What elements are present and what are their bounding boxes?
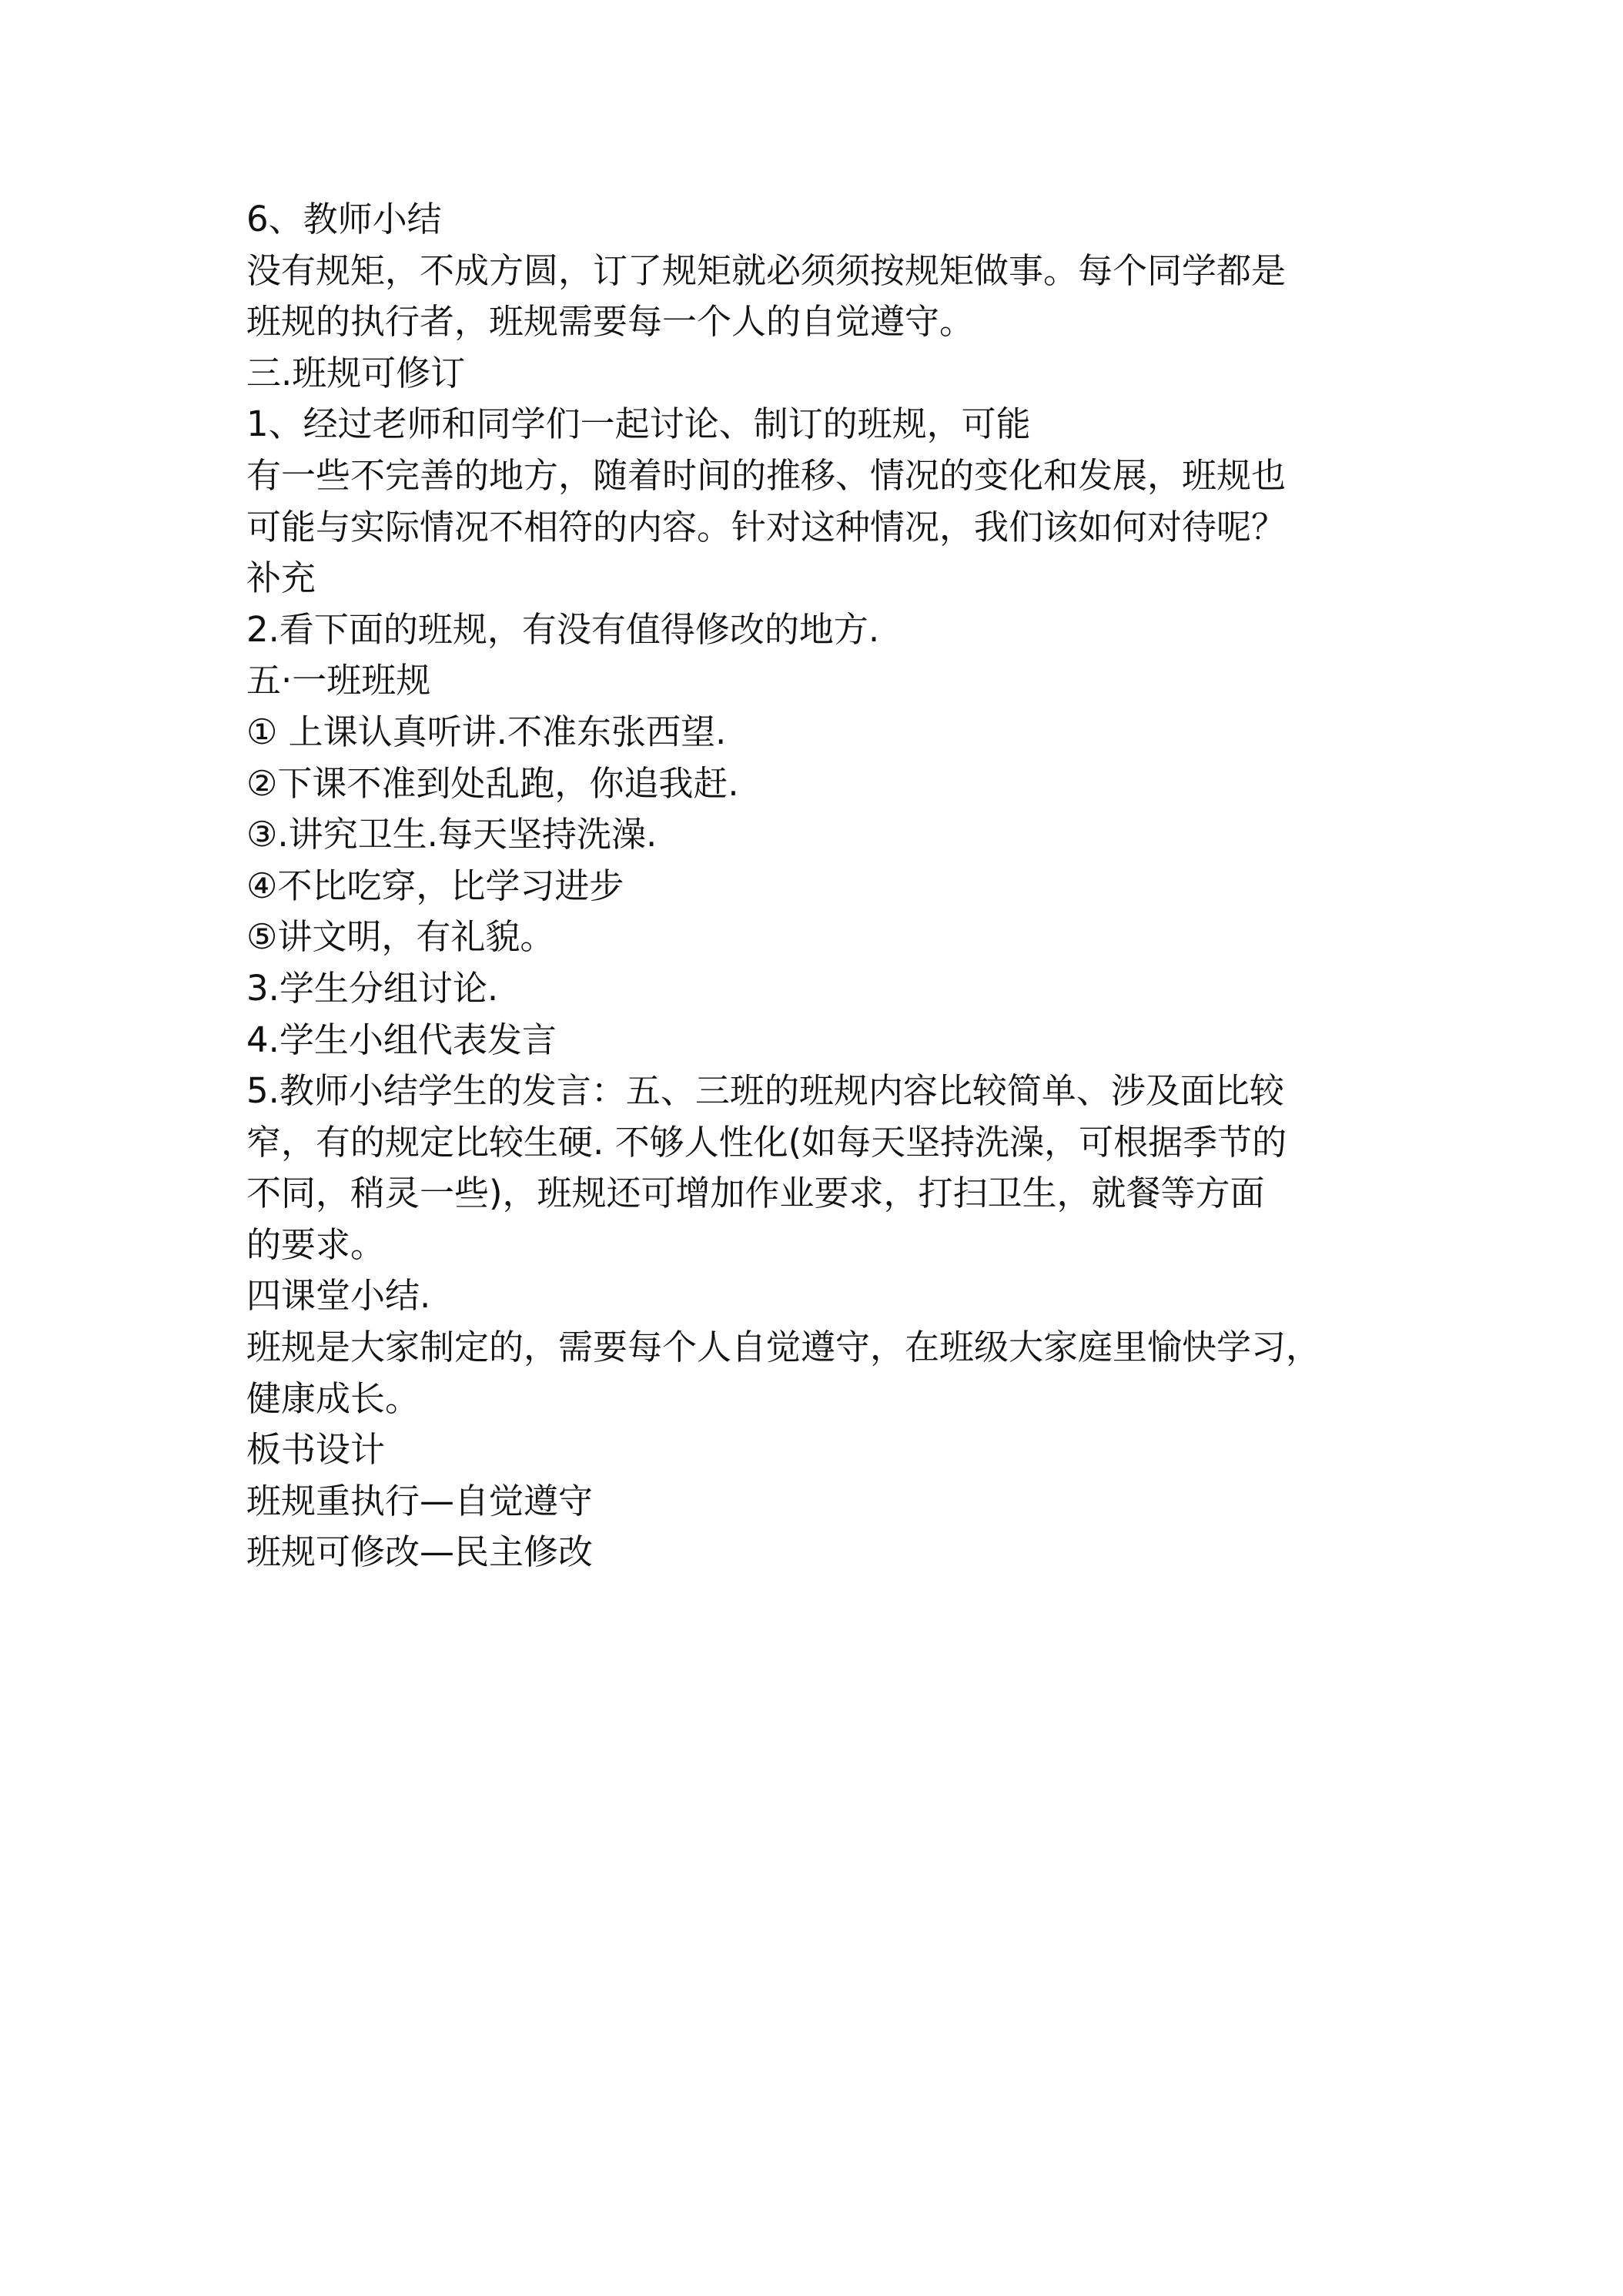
paragraph-line: 的要求。 [246, 1223, 386, 1265]
class-rule-item: ① 上课认真听讲.不准东张西望. [246, 711, 727, 752]
document-body [246, 194, 1401, 1578]
paragraph-line: 班规是大家制定的，需要每个人自觉遵守，在班级大家庭里愉快学习， [246, 1327, 1321, 1368]
paragraph-line: 5.教师小结学生的发言：五、三班的班规内容比较简单、涉及面比较 [246, 1070, 1284, 1112]
class-rule-item: ②下课不准到处乱跑，你追我赶. [246, 762, 739, 804]
paragraph-line: 健康成长。 [246, 1377, 420, 1419]
class-rules-title: 五·一班班规 [246, 660, 431, 701]
paragraph-line: 窄，有的规定比较生硬. 不够人性化(如每天坚持洗澡，可根据季节的 [246, 1121, 1287, 1163]
section-heading-revisable-rules: 三.班规可修订 [246, 352, 466, 393]
paragraph-line: 不同，稍灵一些)，班规还可增加作业要求，打扫卫生，就餐等方面 [246, 1173, 1265, 1214]
paragraph-line: 没有规矩，不成方圆，订了规矩就必须须按规矩做事。每个同学都是 [246, 249, 1287, 291]
class-rule-item: ③.讲究卫生.每天坚持洗澡. [246, 814, 658, 855]
board-design-item: 班规可修改—民主修改 [246, 1531, 594, 1573]
class-rule-item: ④不比吃穿，比学习进步 [246, 865, 624, 906]
section-heading-teacher-summary: 6、教师小结 [246, 199, 442, 239]
section-heading-board-design: 板书设计 [246, 1429, 386, 1471]
class-rule-item: ⑤讲文明，有礼貌。 [246, 916, 555, 958]
paragraph-line: 4.学生小组代表发言 [246, 1019, 557, 1060]
paragraph-line: 班规的执行者，班规需要每一个人的自觉遵守。 [246, 301, 975, 343]
paragraph-line: 有一些不完善的地方，随着时间的推移、情况的变化和发展，班规也 [246, 454, 1287, 496]
paragraph-line: 3.学生分组讨论. [246, 967, 499, 1009]
paragraph-line: 2.看下面的班规，有没有值得修改的地方. [246, 608, 880, 650]
section-heading-class-summary: 四课堂小结. [246, 1275, 431, 1317]
board-design-item: 班规重执行—自觉遵守 [246, 1480, 594, 1521]
paragraph-line: 可能与实际情况不相符的内容。针对这种情况，我们该如何对待呢？ [246, 506, 1287, 547]
paragraph-line: 补充 [246, 557, 316, 599]
paragraph-line: 1、经过老师和同学们一起讨论、制订的班规，可能 [246, 403, 1031, 445]
